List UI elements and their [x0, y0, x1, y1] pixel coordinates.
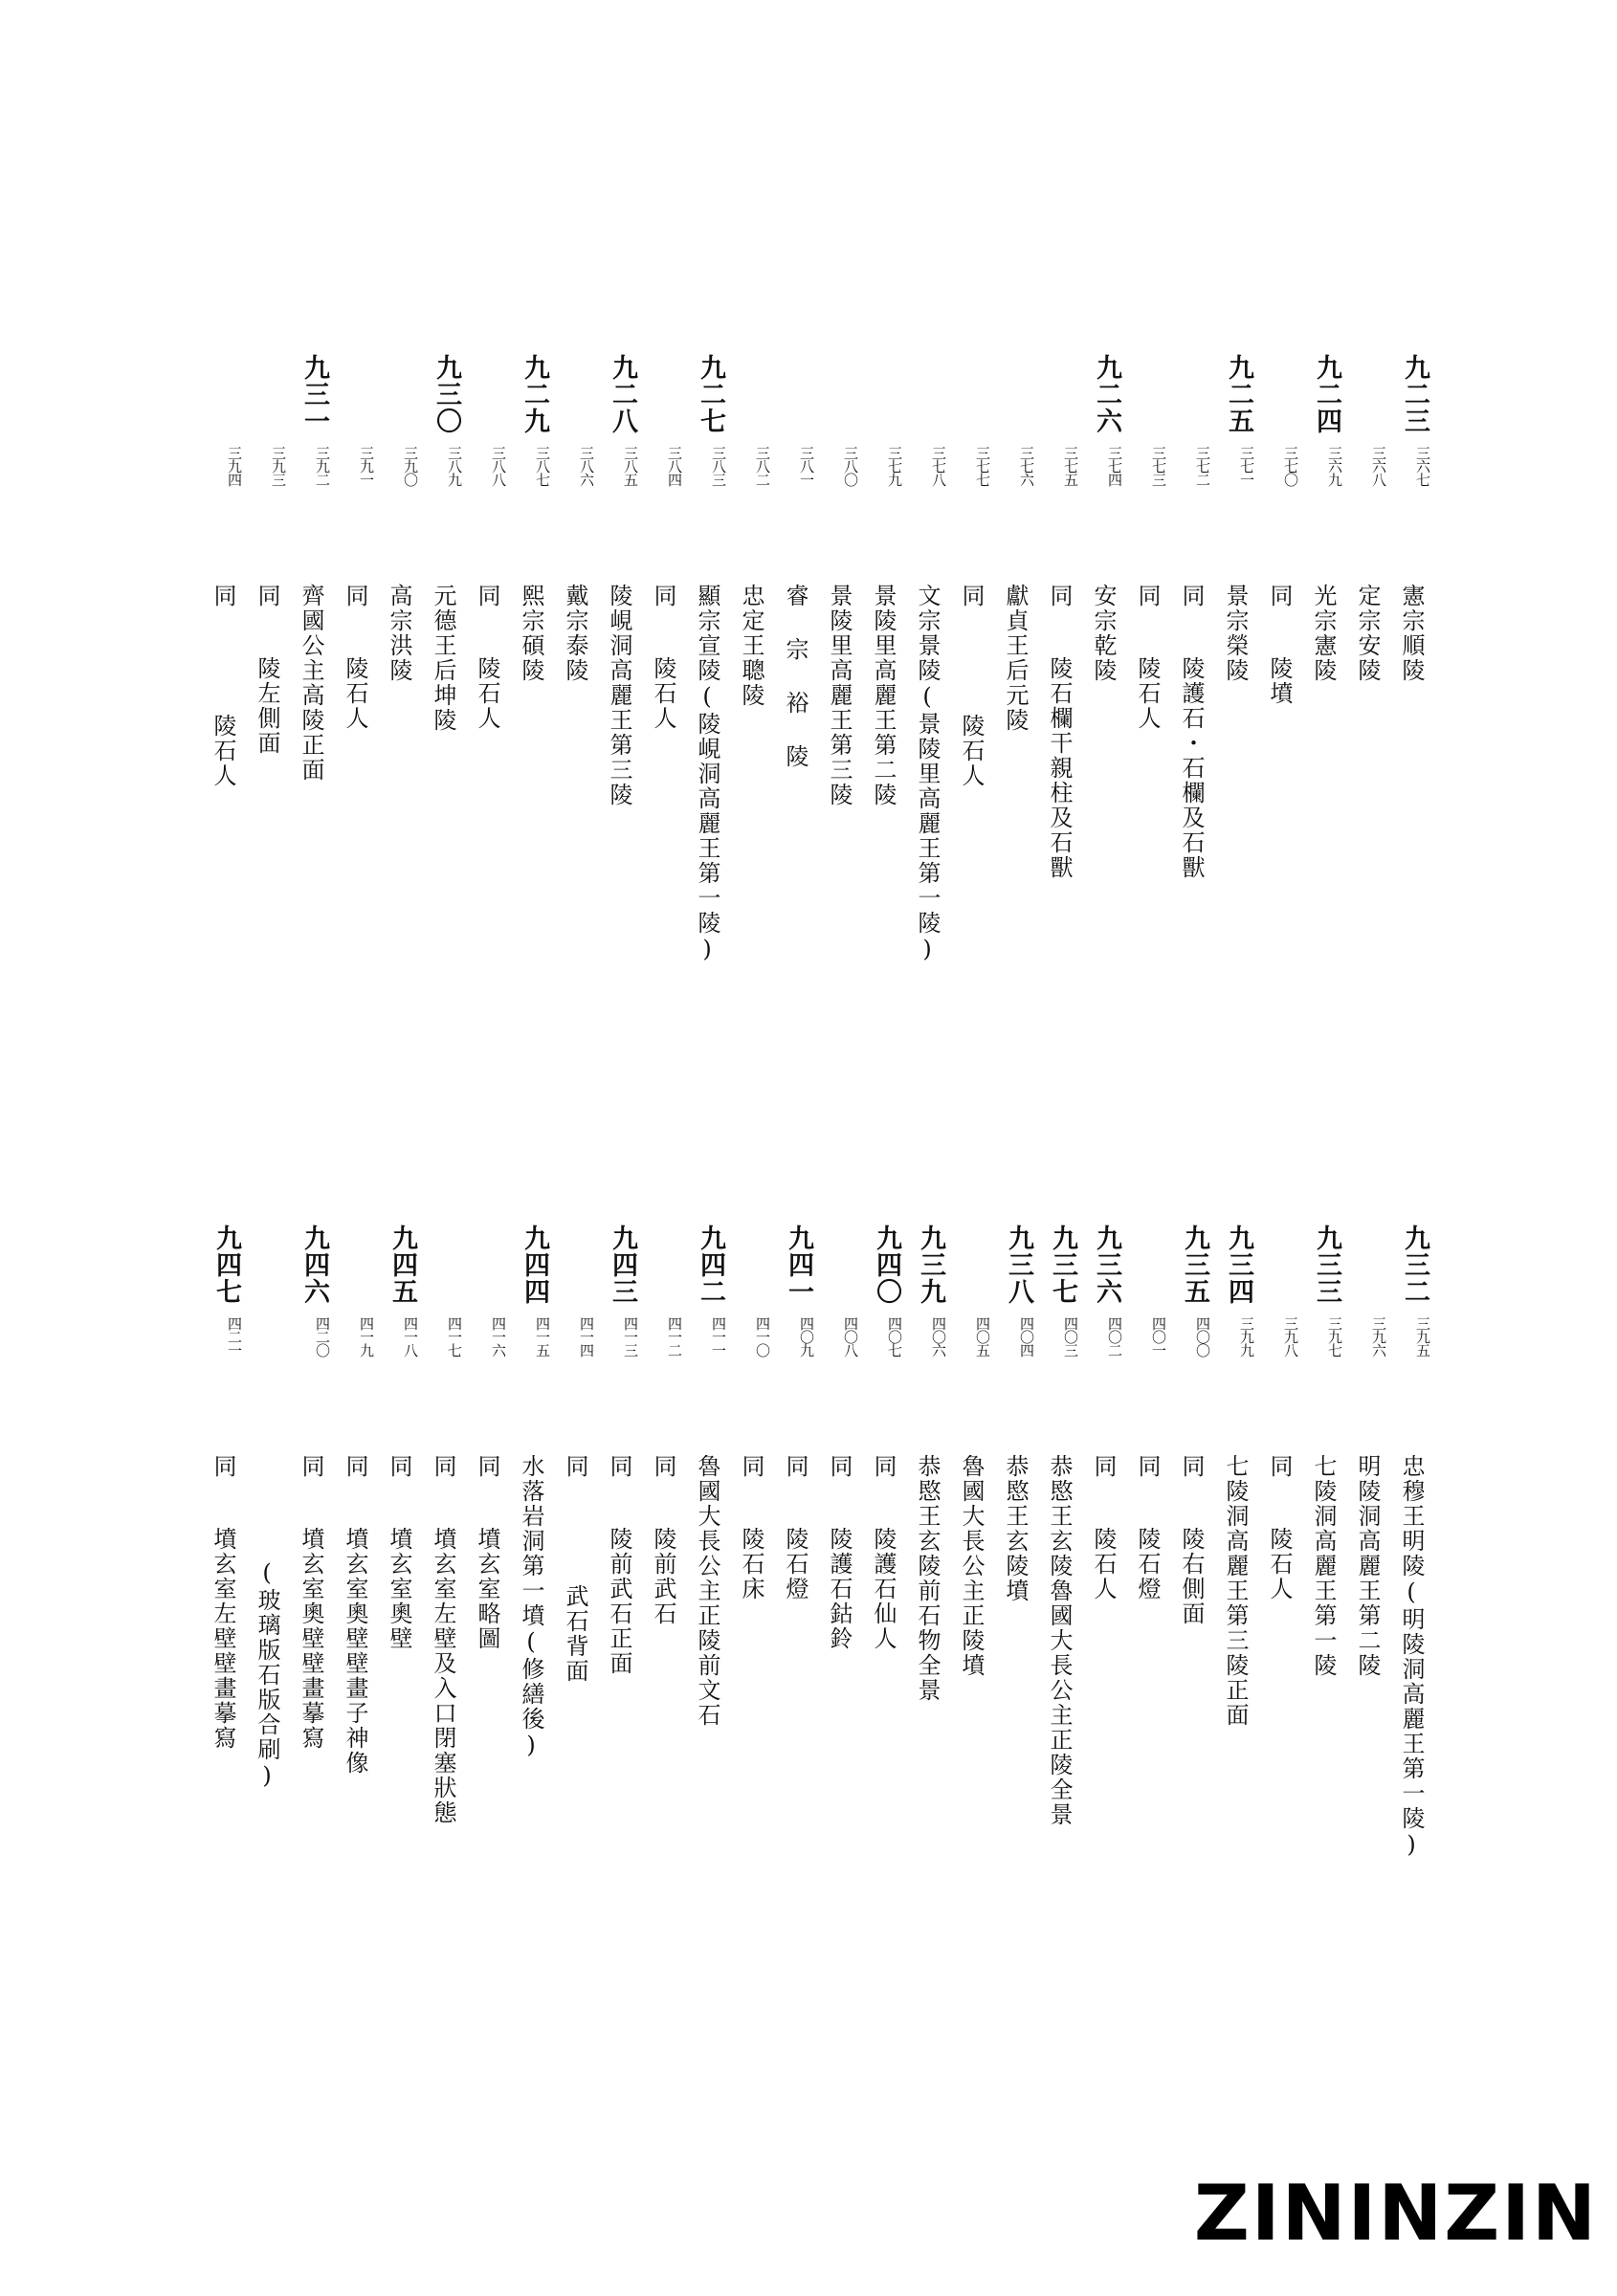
list-item — [641, 354, 685, 1167]
entry-main-text: 同 — [474, 584, 500, 608]
entry-main-text: 同 — [562, 1454, 588, 1479]
list-item — [1037, 354, 1081, 1167]
list-item — [201, 354, 245, 1167]
list-item — [729, 354, 773, 1167]
entry-main-text: 同 — [1178, 584, 1205, 608]
list-item — [1169, 354, 1213, 1167]
list-item — [685, 354, 729, 1167]
entry-main-text: 熙宗碩陵 — [518, 584, 544, 683]
entry-main-text: 齊國公主高陵正面 — [298, 584, 324, 783]
entry-title — [729, 1454, 773, 1601]
entry-main-text: 同 — [298, 1454, 324, 1479]
list-item — [333, 354, 377, 1167]
plate-number: 九四七 — [211, 1225, 241, 1305]
entry-main-text: 同 — [210, 1454, 236, 1479]
entry-main-text: 同 — [386, 1454, 412, 1479]
entry-subtitle: 陵石燈 — [782, 1527, 808, 1601]
entry-title — [1257, 1454, 1301, 1601]
page-number: 四〇一 — [1150, 1316, 1167, 1357]
page-number: 三七六 — [1018, 446, 1035, 486]
page-number: 三七四 — [1106, 446, 1123, 486]
list-item — [1125, 354, 1169, 1167]
entry-title — [773, 1454, 817, 1601]
entry-title — [465, 584, 509, 731]
plate-number: 九二六 — [1092, 354, 1121, 434]
list-item — [1389, 1225, 1433, 2038]
plate-number: 九三一 — [299, 354, 329, 434]
list-item — [905, 354, 949, 1167]
plate-number: 九三九 — [916, 1225, 945, 1305]
entry-title — [905, 584, 949, 964]
page-number: 三九八 — [1282, 1316, 1299, 1357]
entry-title — [993, 1454, 1037, 1603]
page-number: 三九七 — [1326, 1316, 1343, 1357]
page-number: 四一七 — [446, 1316, 463, 1357]
entry-subtitle: 陵左側面 — [254, 656, 280, 756]
list-item — [377, 1225, 421, 2038]
entry-title — [641, 584, 685, 731]
entry-subtitle: 陵護石・石欄及石獸 — [1178, 656, 1205, 880]
plate-number: 九三五 — [1180, 1225, 1209, 1305]
entry-main-text: 同 — [650, 584, 676, 608]
entry-main-text: 七陵洞高麗王第一陵 — [1310, 1454, 1337, 1678]
plate-number: 九二四 — [1312, 354, 1341, 434]
page-number: 三九一 — [358, 446, 375, 486]
plate-number: 九三三 — [1312, 1225, 1341, 1305]
page-number: 四〇〇 — [1194, 1316, 1211, 1357]
plate-number: 九二八 — [608, 354, 637, 434]
plate-number: 九三八 — [1004, 1225, 1033, 1305]
page-number: 三七一 — [1238, 446, 1255, 486]
page-number: 三六七 — [1414, 446, 1431, 486]
entry-subtitle: 陵前武石正面 — [606, 1527, 632, 1676]
page-number: 三七七 — [974, 446, 991, 486]
entry-title — [289, 1454, 333, 1751]
entry-title — [685, 584, 729, 964]
page-number: 三九九 — [1238, 1316, 1255, 1357]
page-number: 三六九 — [1326, 446, 1343, 486]
page-number: 四〇二 — [1106, 1316, 1123, 1357]
entry-subtitle: 墳玄室奧壁 — [386, 1527, 412, 1651]
entry-title — [1257, 584, 1301, 706]
entry-title — [245, 584, 289, 756]
entry-subtitle: 墳玄室奧壁壁畫摹寫 — [298, 1527, 324, 1751]
entry-main-text: 同 — [1046, 584, 1073, 608]
entry-main-text: 同 — [1134, 1454, 1161, 1479]
entry-title — [1345, 1454, 1389, 1678]
plate-number: 九四二 — [696, 1225, 725, 1305]
list-item — [993, 1225, 1037, 2038]
plate-number: 九三七 — [1048, 1225, 1077, 1305]
entry-main-text: 同 — [1134, 584, 1161, 608]
entry-main-text: 七陵洞高麗王第三陵正面 — [1222, 1454, 1249, 1728]
plate-number: 九四一 — [784, 1225, 813, 1305]
brand-watermark: ZININZIN — [1193, 2169, 1598, 2258]
entry-main-text: 同 — [342, 1454, 368, 1479]
entry-subtitle: 武石背面 — [562, 1584, 588, 1684]
entry-main-text: 同 — [1266, 1454, 1293, 1479]
entry-title — [597, 1454, 641, 1676]
entry-subtitle: 陵右側面 — [1178, 1527, 1205, 1626]
page-number: 三九五 — [1414, 1316, 1431, 1357]
entry-main-text: 明陵洞高麗王第二陵 — [1354, 1454, 1381, 1678]
entry-main-text: 恭愍王玄陵墳 — [1002, 1454, 1029, 1603]
entry-main-text: 高宗洪陵 — [386, 584, 412, 683]
list-item — [949, 354, 993, 1167]
list-item — [1125, 1225, 1169, 2038]
page-number: 四一二 — [666, 1316, 683, 1357]
page-number: 三九四 — [226, 446, 243, 486]
entry-title — [201, 1454, 245, 1751]
list-item — [817, 1225, 861, 2038]
entry-main-text: 同 — [1090, 1454, 1117, 1479]
page-number: 四〇六 — [930, 1316, 947, 1357]
entry-title — [1389, 584, 1433, 683]
plate-number: 九三〇 — [432, 354, 461, 434]
entry-title — [773, 584, 817, 769]
plate-number: 九四六 — [299, 1225, 329, 1305]
entry-subtitle: 陵前武石 — [650, 1527, 676, 1626]
entry-main-text: 同 — [958, 584, 985, 608]
plate-number: 九二九 — [520, 354, 549, 434]
entry-main-text: 魯國大長公主正陵墳 — [958, 1454, 985, 1678]
entry-title — [1213, 1454, 1257, 1728]
entry-title — [1169, 584, 1213, 880]
plate-number: 九四三 — [608, 1225, 637, 1305]
list-item — [685, 1225, 729, 2038]
list-item — [1037, 1225, 1081, 2038]
entry-main-text: 同 — [430, 1454, 456, 1479]
entry-subtitle: 陵護石鈷鈴 — [826, 1527, 853, 1651]
page-number: 四〇四 — [1018, 1316, 1035, 1357]
entry-title — [509, 584, 553, 683]
page-number: 三九〇 — [402, 446, 419, 486]
plate-list-top — [201, 354, 1433, 1167]
list-item — [597, 1225, 641, 2038]
entry-main-text: 顯宗宣陵(陵峴洞高麗王第一陵) — [694, 584, 720, 964]
entry-title — [993, 584, 1037, 733]
entry-subtitle: 墳玄室略圖 — [474, 1527, 500, 1651]
page-number: 四〇七 — [886, 1316, 903, 1357]
entry-main-text: 景陵里高麗王第三陵 — [826, 584, 853, 807]
list-item — [905, 1225, 949, 2038]
entry-title — [1125, 1454, 1169, 1601]
entry-subtitle: 陵石人 — [1134, 656, 1161, 731]
entry-title — [1213, 584, 1257, 683]
list-item — [245, 1225, 289, 2038]
plate-number: 九四五 — [388, 1225, 417, 1305]
list-item — [773, 354, 817, 1167]
page-number: 三八五 — [622, 446, 639, 486]
plate-number: 九三四 — [1224, 1225, 1253, 1305]
list-item — [1081, 1225, 1125, 2038]
plate-number: 九四四 — [520, 1225, 549, 1305]
list-item — [1389, 354, 1433, 1167]
page-number: 三六八 — [1370, 446, 1387, 486]
entry-subtitle: 陵石人 — [342, 656, 368, 731]
entry-subtitle: 陵石人 — [1266, 1527, 1293, 1601]
list-item — [1257, 354, 1301, 1167]
list-item — [1213, 1225, 1257, 2038]
entry-main-text: 睿 宗 裕 陵 — [782, 584, 808, 769]
list-item — [817, 354, 861, 1167]
entry-title — [333, 584, 377, 731]
entry-title — [729, 584, 773, 708]
entry-main-text: 恭愍王玄陵魯國大長公主正陵全景 — [1046, 1454, 1073, 1827]
page-number: 四〇五 — [974, 1316, 991, 1357]
list-item — [421, 354, 465, 1167]
page-number: 三七八 — [930, 446, 947, 486]
list-item — [465, 1225, 509, 2038]
entry-main-text: 同 — [738, 1454, 764, 1479]
plate-number: 九二七 — [696, 354, 725, 434]
entry-subtitle: 陵石人 — [474, 656, 500, 731]
entry-subtitle: 陵墳 — [1266, 656, 1293, 706]
page-number: 四二〇 — [314, 1316, 331, 1357]
plate-number: 九二五 — [1224, 354, 1253, 434]
entry-title — [817, 1454, 861, 1651]
page-number: 三八〇 — [842, 446, 859, 486]
entry-title — [1037, 584, 1081, 880]
plate-number: 九二三 — [1400, 354, 1429, 434]
entry-title — [377, 1454, 421, 1651]
list-item — [1301, 354, 1345, 1167]
plate-number: 九三二 — [1400, 1225, 1429, 1305]
page-number: 四一八 — [402, 1316, 419, 1357]
entry-main-text: 同 — [342, 584, 368, 608]
page-number: 三八一 — [798, 446, 815, 486]
entry-subtitle: 陵石燈 — [1134, 1527, 1161, 1601]
list-item — [465, 354, 509, 1167]
entry-title — [333, 1454, 377, 1776]
entry-main-text: 魯國大長公主正陵前文石 — [694, 1454, 720, 1728]
page-number: 四一五 — [534, 1316, 551, 1357]
entry-title — [553, 584, 597, 683]
entry-main-text: 戴宗泰陵 — [562, 584, 588, 683]
page-number: 三七九 — [886, 446, 903, 486]
entry-title — [465, 1454, 509, 1651]
page-number: 四〇九 — [798, 1316, 815, 1357]
plate-number: 九四〇 — [872, 1225, 901, 1305]
entry-subtitle: 墳玄室左壁及入口閉塞狀態 — [430, 1527, 456, 1825]
list-item — [245, 354, 289, 1167]
page-number: 四一六 — [490, 1316, 507, 1357]
entry-title — [597, 584, 641, 807]
entry-subtitle: 陵石人 — [958, 714, 985, 788]
list-item — [421, 1225, 465, 2038]
entry-subtitle: 墳玄室左壁壁畫摹寫 — [210, 1527, 236, 1751]
entry-main-text: 陵峴洞高麗王第三陵 — [606, 584, 632, 807]
list-item — [509, 1225, 553, 2038]
page-number: 四一〇 — [754, 1316, 771, 1357]
entry-main-text: 同 — [606, 1454, 632, 1479]
page-number: 三七二 — [1194, 446, 1211, 486]
list-item — [289, 1225, 333, 2038]
page-number: 三九六 — [1370, 1316, 1387, 1357]
entry-title — [1169, 1454, 1213, 1626]
entry-subtitle: 陵石人 — [650, 656, 676, 731]
page-number: 三七〇 — [1282, 446, 1299, 486]
list-item — [1301, 1225, 1345, 2038]
entry-title — [861, 1454, 905, 1651]
entry-main-text: 同 — [826, 1454, 853, 1479]
entry-title — [289, 584, 333, 783]
page-number: 三八七 — [534, 446, 551, 486]
entry-subtitle: 陵護石仙人 — [870, 1527, 897, 1651]
list-item — [553, 354, 597, 1167]
entry-title — [817, 584, 861, 807]
list-item — [1345, 354, 1389, 1167]
page-number: 四〇三 — [1062, 1316, 1079, 1357]
list-item — [1257, 1225, 1301, 2038]
list-item — [729, 1225, 773, 2038]
entry-main-text: 景陵里高麗王第二陵 — [870, 584, 897, 807]
list-item — [289, 354, 333, 1167]
list-item — [1213, 354, 1257, 1167]
entry-main-text: 同 — [650, 1454, 676, 1479]
page-number: 三八四 — [666, 446, 683, 486]
entry-subtitle: 陵石人 — [1090, 1527, 1117, 1601]
entry-main-text: 獻貞王后元陵 — [1002, 584, 1029, 733]
entry-title — [421, 1454, 465, 1825]
entry-main-text: 同 — [870, 1454, 897, 1479]
entry-title — [201, 584, 245, 788]
list-item — [861, 1225, 905, 2038]
entry-subtitle: 陵石欄干親柱及石獸 — [1046, 656, 1073, 880]
entry-main-text: 同 — [1178, 1454, 1205, 1479]
entry-title — [905, 1454, 949, 1703]
list-item — [949, 1225, 993, 2038]
entry-main-text: 景宗榮陵 — [1222, 584, 1249, 683]
entry-title — [553, 1454, 597, 1684]
entry-main-text: 元德王后坤陵 — [430, 584, 456, 733]
entry-title — [641, 1454, 685, 1626]
entry-main-text: 同 — [210, 584, 236, 608]
page-number: 三九三 — [270, 446, 287, 486]
page-number: 三七三 — [1150, 446, 1167, 486]
page-number: 四〇八 — [842, 1316, 859, 1357]
entry-main-text: 同 — [1266, 584, 1293, 608]
entry-title — [1081, 1454, 1125, 1601]
page-number: 四一四 — [578, 1316, 595, 1357]
list-item — [993, 354, 1037, 1167]
page-number: 四一九 — [358, 1316, 375, 1357]
entry-main-text: 同 — [254, 584, 280, 608]
plate-number: 九三六 — [1092, 1225, 1121, 1305]
entry-main-text: 恭愍王玄陵前石物全景 — [914, 1454, 941, 1703]
entry-main-text: 水落岩洞第一墳(修繕後) — [518, 1454, 544, 1760]
entry-main-text: 忠穆王明陵(明陵洞高麗王第一陵) — [1398, 1454, 1425, 1860]
list-item — [1345, 1225, 1389, 2038]
page-number: 三八三 — [710, 446, 727, 486]
list-item — [1081, 354, 1125, 1167]
page-number: 三九二 — [314, 446, 331, 486]
page-number: 四二一 — [226, 1316, 243, 1357]
entry-subtitle: 陵石床 — [738, 1527, 764, 1601]
entry-main-text: 憲宗順陵 — [1398, 584, 1425, 683]
list-item — [1169, 1225, 1213, 2038]
list-item — [333, 1225, 377, 2038]
entry-title — [1301, 584, 1345, 683]
entry-main-text: 忠定王聰陵 — [738, 584, 764, 708]
entry-title — [1037, 1454, 1081, 1827]
entry-main-text: 文宗景陵(景陵里高麗王第一陵) — [914, 584, 941, 964]
list-item — [553, 1225, 597, 2038]
page-number: 三八二 — [754, 446, 771, 486]
page-number: 三八六 — [578, 446, 595, 486]
page-number: 三八九 — [446, 446, 463, 486]
entry-title — [949, 584, 993, 788]
entry-subtitle: 墳玄室奧壁壁畫子神像 — [342, 1527, 368, 1776]
entry-title — [685, 1454, 729, 1728]
page-number: 三七五 — [1062, 446, 1079, 486]
list-item — [201, 1225, 245, 2038]
entry-title — [245, 1454, 289, 1791]
entry-title — [949, 1454, 993, 1678]
entry-title — [1345, 584, 1389, 683]
entry-title — [1389, 1454, 1433, 1860]
entry-title — [1301, 1454, 1345, 1678]
list-item — [377, 354, 421, 1167]
entry-title — [377, 584, 421, 683]
entry-main-text: 同 — [782, 1454, 808, 1479]
list-item — [773, 1225, 817, 2038]
entry-main-text: 光宗憲陵 — [1310, 584, 1337, 683]
plate-list-bottom — [201, 1225, 1433, 2038]
entry-subtitle: (玻璃版石版合刷) — [254, 1559, 280, 1791]
entry-title — [861, 584, 905, 807]
list-item — [861, 354, 905, 1167]
entry-title — [509, 1454, 553, 1760]
entry-title — [1125, 584, 1169, 731]
entry-title — [1081, 584, 1125, 683]
list-item — [509, 354, 553, 1167]
page-number: 四一三 — [622, 1316, 639, 1357]
page-number: 三八八 — [490, 446, 507, 486]
list-item — [597, 354, 641, 1167]
list-item — [641, 1225, 685, 2038]
entry-subtitle: 陵石人 — [210, 714, 236, 788]
entry-main-text: 安宗乾陵 — [1090, 584, 1117, 683]
entry-main-text: 定宗安陵 — [1354, 584, 1381, 683]
entry-title — [421, 584, 465, 733]
page-number: 四一一 — [710, 1316, 727, 1357]
entry-main-text: 同 — [474, 1454, 500, 1479]
